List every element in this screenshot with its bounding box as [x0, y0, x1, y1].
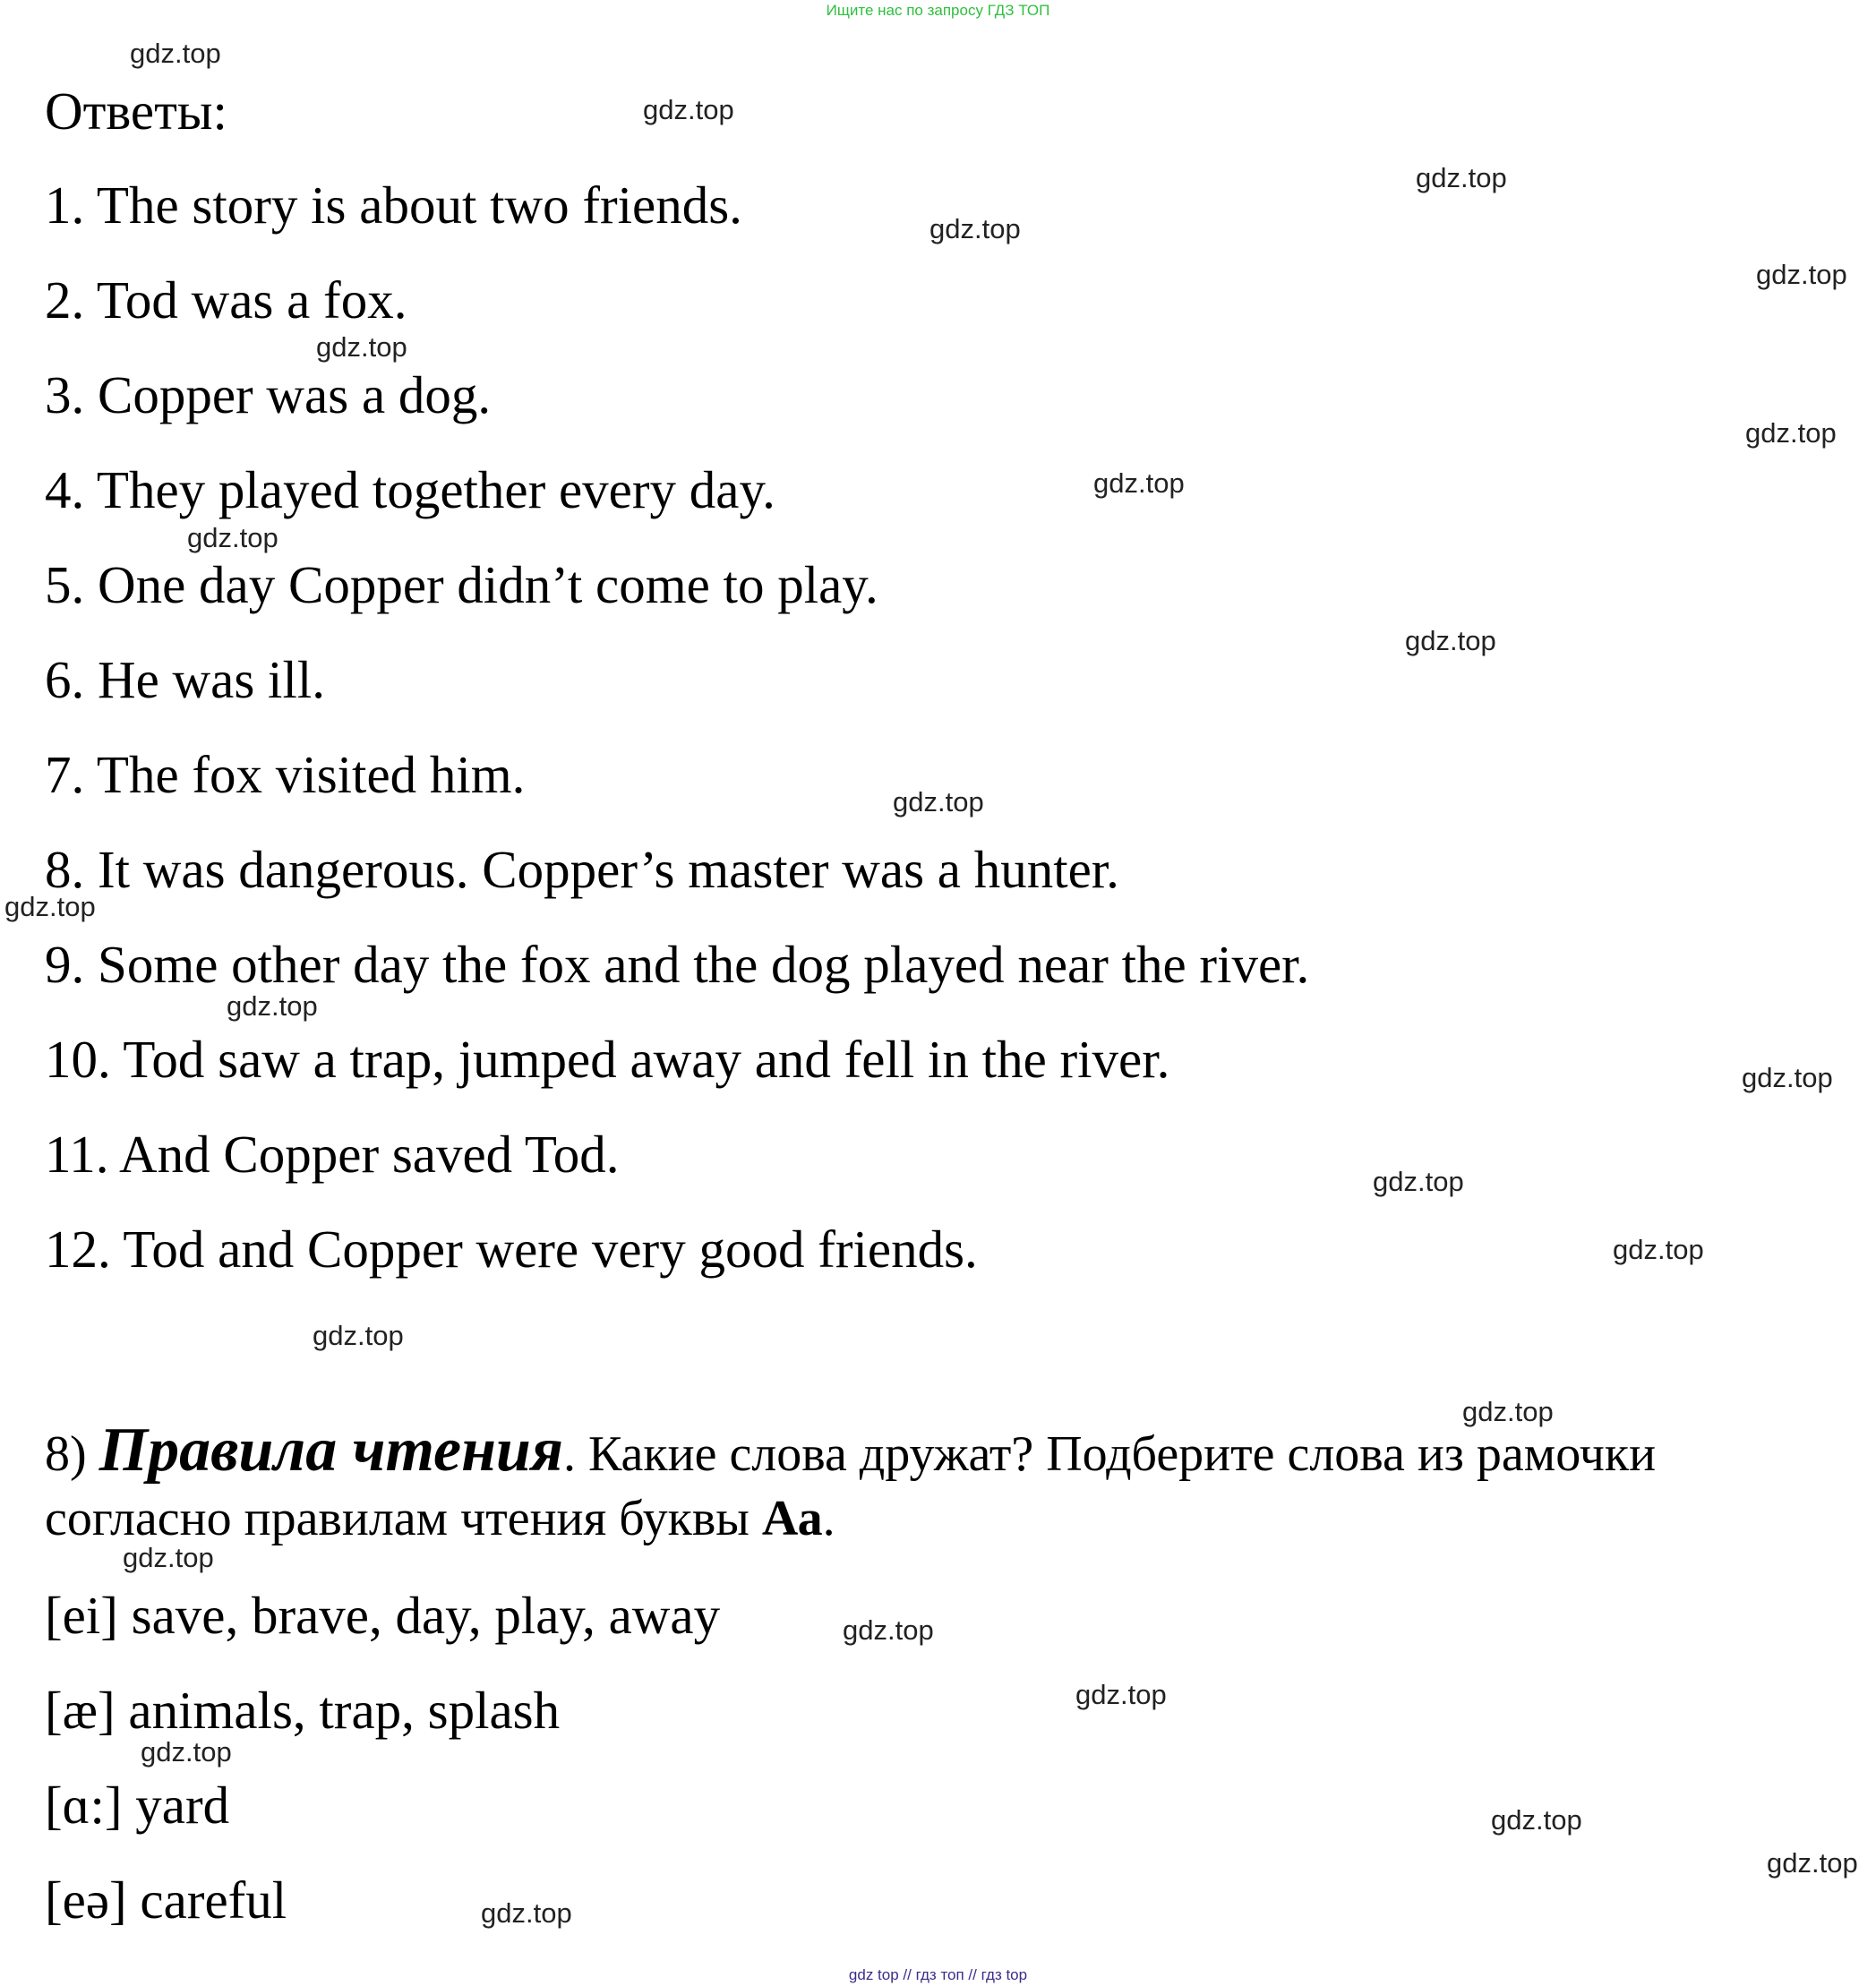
- watermark: gdz.top: [893, 786, 984, 818]
- sound-ei: [ei] save, brave, day, play, away: [45, 1586, 721, 1645]
- sound-ea: [eə] careful: [45, 1870, 287, 1930]
- answer-3: 3. Copper was a dog.: [45, 365, 492, 424]
- watermark: gdz.top: [313, 1320, 404, 1351]
- watermark: gdz.top: [1742, 1062, 1833, 1093]
- sound-ae: [æ] animals, trap, splash: [45, 1681, 561, 1740]
- header-note: Ищите нас по запросу ГДЗ ТОП: [826, 2, 1050, 19]
- answer-1: 1. The story is about two friends.: [45, 175, 742, 235]
- answer-2: 2. Tod was a fox.: [45, 270, 407, 330]
- watermark: gdz.top: [1405, 625, 1496, 656]
- answer-6: 6. He was ill.: [45, 650, 325, 709]
- watermark: gdz.top: [1491, 1804, 1582, 1836]
- watermark: gdz.top: [130, 38, 221, 69]
- task-text: [45, 1491, 835, 1546]
- watermark: gdz.top: [1613, 1234, 1704, 1265]
- watermark: gdz.top: [843, 1614, 934, 1646]
- task-letter: Аа: [761, 1491, 823, 1546]
- task-text-line2: согласно правилам чтения буквы: [45, 1491, 762, 1546]
- watermark: gdz.top: [4, 891, 96, 922]
- watermark: gdz.top: [1462, 1396, 1554, 1427]
- task-number: 8): [45, 1426, 87, 1482]
- answer-12: 12. Tod and Copper were very good friends.: [45, 1220, 978, 1279]
- watermark: gdz.top: [1373, 1166, 1464, 1197]
- task-text-line1: . Какие слова дружат? Подберите слова из рамочки: [562, 1426, 1657, 1482]
- task-text-end: .: [822, 1491, 835, 1546]
- answer-5: 5. One day Copper didn’t come to play.: [45, 555, 878, 614]
- watermark: gdz.top: [1416, 162, 1507, 193]
- watermark: gdz.top: [1756, 259, 1847, 290]
- watermark: gdz.top: [227, 990, 318, 1022]
- watermark: gdz.top: [1093, 467, 1185, 499]
- answer-7: 7. The fox visited him.: [45, 745, 526, 804]
- answer-8: 8. It was dangerous. Copper’s master was a hunter.: [45, 840, 1119, 899]
- answer-10: 10. Tod saw a trap, jumped away and fell in the river.: [45, 1030, 1170, 1089]
- watermark: gdz.top: [316, 331, 407, 363]
- watermark: gdz.top: [1745, 417, 1837, 449]
- watermark: gdz.top: [1767, 1847, 1858, 1879]
- watermark: gdz.top: [481, 1897, 572, 1929]
- watermark: gdz.top: [123, 1542, 214, 1573]
- watermark: gdz.top: [929, 213, 1021, 244]
- answer-9: 9. Some other day the fox and the dog played near the river.: [45, 935, 1310, 994]
- answer-11: 11. And Copper saved Tod.: [45, 1125, 620, 1184]
- watermark: gdz.top: [187, 522, 278, 553]
- answer-4: 4. They played together every day.: [45, 460, 775, 519]
- footer-note: gdz top // гдз топ // гдз top: [848, 1966, 1028, 1983]
- sound-a-long: [ɑ:] yard: [45, 1776, 230, 1835]
- watermark: gdz.top: [141, 1736, 232, 1768]
- watermark: gdz.top: [1075, 1679, 1167, 1710]
- watermark: gdz.top: [643, 94, 734, 125]
- answers-heading: Ответы:: [45, 81, 227, 141]
- task-title: Правила чтения: [99, 1416, 563, 1485]
- task-heading: [45, 1416, 1657, 1485]
